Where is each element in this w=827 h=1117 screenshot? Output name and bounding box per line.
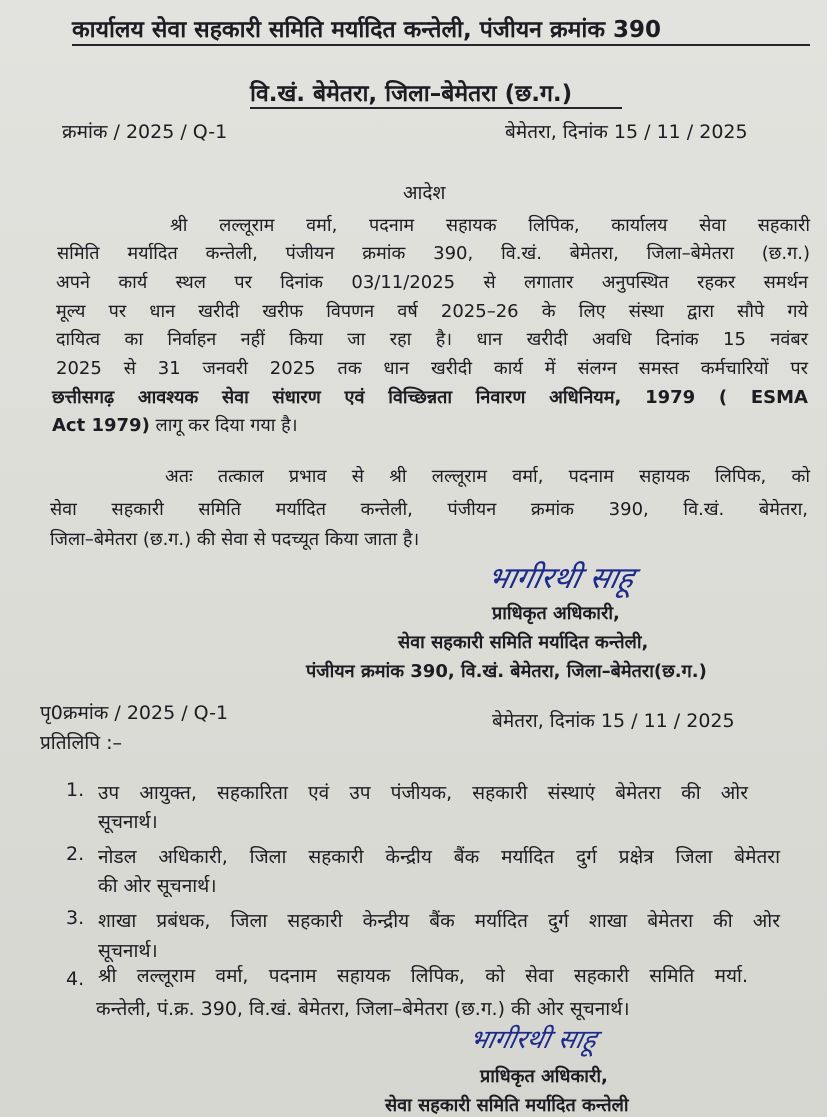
para1-line: मूल्य पर धान खरीदी खरीफ विपणन वर्ष 2025–26 के लिए संस्था द्वारा सौपे गये [56,301,808,322]
para1-line: अपने कार्य स्थल पर दिनांक 03/11/2025 से लगातार अनुपस्थित रहकर समर्थन [56,272,808,293]
copy-ref-date: बेमेतरा, दिनांक 15 / 11 / 2025 [492,710,735,732]
para1-last-line [52,413,298,437]
para2-line: अतः तत्काल प्रभाव से श्री लल्लूराम वर्मा, पदनाम सहायक लिपिक, को [165,466,810,487]
copy-item-text: कन्तेली, पं.क्र. 390, वि.खं. बेमेतरा, जिला–बेमेतरा (छ.ग.) की ओर सूचनार्थ। [96,998,630,1020]
office-header: कार्यालय सेवा सहकारी समिति मर्यादित कन्तेली, पंजीयन क्रमांक 390 [72,17,661,43]
signatory-title: प्राधिकृत अधिकारी, [492,603,620,624]
signatory-title: प्राधिकृत अधिकारी, [480,1066,608,1087]
signatory-org: सेवा सहकारी समिति मर्यादित कन्तेली, [398,632,649,653]
para1-line: समिति मर्यादित कन्तेली, पंजीयन क्रमांक 390, वि.खं. बेमेतरा, जिला–बेमेतरा (छ.ग.) [57,243,810,264]
signature-image: भागीरथी साहू [466,1025,600,1055]
para1-line: 2025 से 31 जनवरी 2025 तक धान खरीदी कार्य में संलग्न समस्त कर्मचारियों पर [56,358,808,379]
ref-date: बेमेतरा, दिनांक 15 / 11 / 2025 [505,121,748,143]
para2-line: जिला–बेमेतरा (छ.ग.) की सेवा से पदच्यूत किया जाता है। [50,529,420,550]
ref-number: क्रमांक / 2025 / Q-1 [62,121,228,143]
copy-item-number: 2. [66,843,85,865]
signatory-org: सेवा सहकारी समिति मर्यादित कन्तेली [385,1095,629,1116]
header-underline [72,44,810,46]
esma-act-name: Act 1979) [52,415,150,436]
copy-label: प्रतिलिपि :– [40,732,123,754]
copy-item-text: उप आयुक्त, सहकारिता एवं उप पंजीयक, सहकारी संस्थाएं बेमेतरा की ओर [98,782,748,804]
office-address: वि.खं. बेमेतरा, जिला–बेमेतरा (छ.ग.) [250,81,573,107]
copy-item-text: सूचनार्थ। [98,811,158,833]
copy-item-text: नोडल अधिकारी, जिला सहकारी केन्द्रीय बैंक मर्यादित दुर्ग प्रक्षेत्र जिला बेमेतरा [98,846,780,868]
copy-ref-number: पृ0क्रमांक / 2025 / Q-1 [40,702,229,724]
signature-image: भागीरथी साहू [483,561,638,596]
para2-line: सेवा सहकारी समिति मर्यादित कन्तेली, पंजीयन क्रमांक 390, वि.खं. बेमेतरा, [50,499,808,520]
copy-item-number: 4. [66,968,85,990]
copy-item-text: श्री लल्लूराम वर्मा, पदनाम सहायक लिपिक, को सेवा सहकारी समिति मर्या. [98,965,748,987]
order-title: आदेश [403,182,446,204]
copy-item-number: 1. [66,779,85,801]
para1-line: श्री लल्लूराम वर्मा, पदनाम सहायक लिपिक, कार्यालय सेवा सहकारी [170,215,810,236]
esma-act-line: छत्तीसगढ़ आवश्यक सेवा संधारण एवं विच्छिन्नता निवारण अधिनियम, 1979 ( ESMA [52,387,808,408]
signatory-address: पंजीयन क्रमांक 390, वि.खं. बेमेतरा, जिला–बेमेतरा(छ.ग.) [306,661,707,682]
copy-item-text: शाखा प्रबंधक, जिला सहकारी केन्द्रीय बैंक मर्यादित दुर्ग शाखा बेमेतरा की ओर [98,910,780,932]
address-underline [250,107,622,109]
para1-line: दायित्व का निर्वाहन नहीं किया जा रहा है। धान खरीदी अवधि दिनांक 15 नवंबर [56,329,808,350]
copy-item-text: सूचनार्थ। [98,940,158,962]
copy-item-text: की ओर सूचनार्थ। [98,875,217,897]
copy-item-number: 3. [66,907,85,929]
para1-last-text: लागू कर दिया गया है। [149,415,298,436]
